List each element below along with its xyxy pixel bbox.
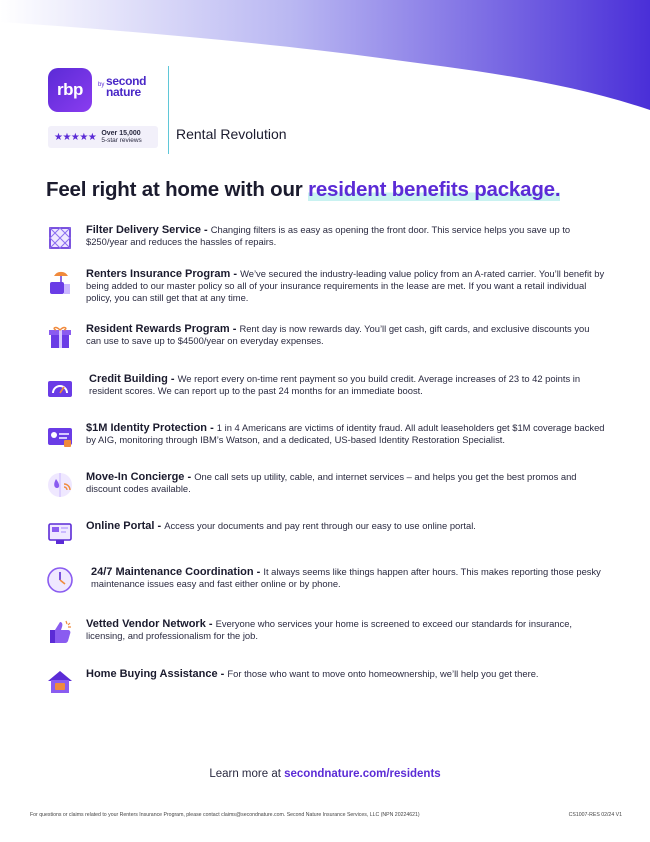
monitor-icon — [46, 520, 74, 548]
filter-icon — [46, 224, 74, 252]
reviews-label: 5-star reviews — [101, 137, 142, 144]
clock-icon — [46, 566, 74, 594]
footer-code: CS1007-RES 02/24 V1 — [568, 812, 622, 818]
gauge-icon — [46, 373, 74, 401]
house-icon — [46, 668, 74, 696]
title-highlight: resident benefits package. — [308, 178, 561, 201]
id-card-icon — [46, 422, 74, 450]
utilities-icon — [46, 471, 74, 499]
learn-more-link[interactable]: secondnature.com/residents — [284, 768, 441, 780]
second-nature-logo: second nature — [106, 74, 147, 99]
umbrella-icon — [46, 268, 74, 296]
learn-more: Learn more at secondnature.com/residents — [209, 768, 441, 780]
footer-disclaimer: For questions or claims related to your Renters Insurance Program, please contact claims@secondnature.com. Second Nature Insurance Services, LLC (NPN 20224621) — [30, 812, 420, 818]
header — [48, 68, 348, 158]
header-divider — [168, 66, 169, 154]
reviews-count: Over 15,000 — [101, 130, 141, 137]
gift-icon — [46, 323, 74, 351]
partner-name: Rental Revolution — [176, 126, 287, 142]
logo-by: by — [98, 82, 105, 88]
thumbs-up-icon — [46, 618, 74, 646]
reviews-badge — [48, 126, 158, 148]
rbp-logo: rbp — [48, 68, 92, 112]
page-title: Feel right at home with our resident benefits package. — [46, 178, 561, 201]
star-rating-icon: ★★★★★ — [54, 131, 97, 143]
